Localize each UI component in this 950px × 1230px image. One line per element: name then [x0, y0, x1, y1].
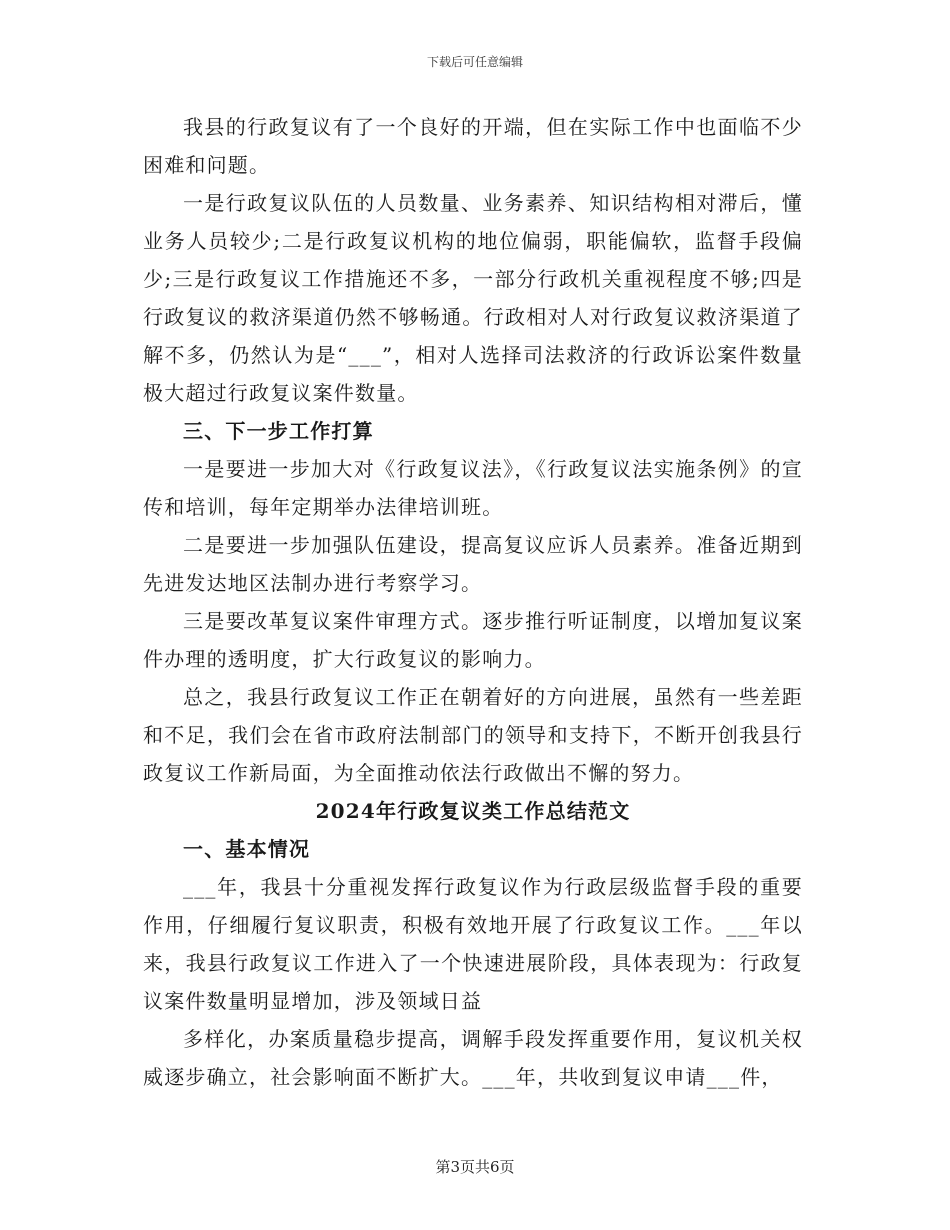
paragraph-conclusion: 总之，我县行政复议工作正在朝着好的方向进展，虽然有一些差距和不足，我们会在省市政府法制部门的领导和支持下，不断开创我县行政复议工作新局面，为全面推动依法行政做出不懈的努力。: [143, 685, 803, 785]
page-footer: 第3页共6页: [435, 1158, 515, 1176]
paragraph-basic-situation-1: ___年，我县十分重视发挥行政复议作为行政层级监督手段的重要作用，仔细履行复议职责，积极有效地开展了行政复议工作。___年以来，我县行政复议工作进入了一个快速进展阶段，具体表现为：行政复议案件数量明显增加，涉及领域日益: [143, 875, 803, 1013]
section-heading-basic-situation: 一、基本情况: [183, 837, 311, 861]
paragraph-plan-1: 一是要进一步加大对《行政复议法》，《行政复议法实施条例》的宣传和培训，每年定期举办法律培训班。: [143, 457, 803, 519]
page-header: 下载后可任意编辑: [426, 55, 523, 69]
section-heading-next-steps: 三、下一步工作打算: [183, 419, 374, 443]
document-body: [143, 108, 803, 1096]
paragraph-plan-3: 三是要改革复议案件审理方式。逐步推行听证制度，以增加复议案件办理的透明度，扩大行政复议的影响力。: [143, 609, 803, 671]
paragraph-difficulties-list: 一是行政复议队伍的人员数量、业务素养、知识结构相对滞后，懂业务人员较少;二是行政复议机构的地位偏弱，职能偏软，监督手段偏少;三是行政复议工作措施还不多，一部分行政机关重视程度不够;四是行政复议的救济渠道仍然不够畅通。行政相对人对行政复议救济渠道了解不多，仍然认为是“___”，相对人选择司法救济的行政诉讼案件数量极大超过行政复议案件数量。: [143, 191, 803, 405]
paragraph-difficulties-intro: 我县的行政复议有了一个良好的开端，但在实际工作中也面临不少困难和问题。: [143, 115, 803, 177]
paragraph-plan-2: 二是要进一步加强队伍建设，提高复议应诉人员素养。准备近期到先进发达地区法制办进行考察学习。: [143, 533, 803, 595]
document-title: 2024年行政复议类工作总结范文: [315, 799, 631, 823]
paragraph-basic-situation-2: 多样化，办案质量稳步提高，调解手段发挥重要作用，复议机关权威逐步确立，社会影响面不断扩大。___年，共收到复议申请___件，: [143, 1027, 803, 1089]
